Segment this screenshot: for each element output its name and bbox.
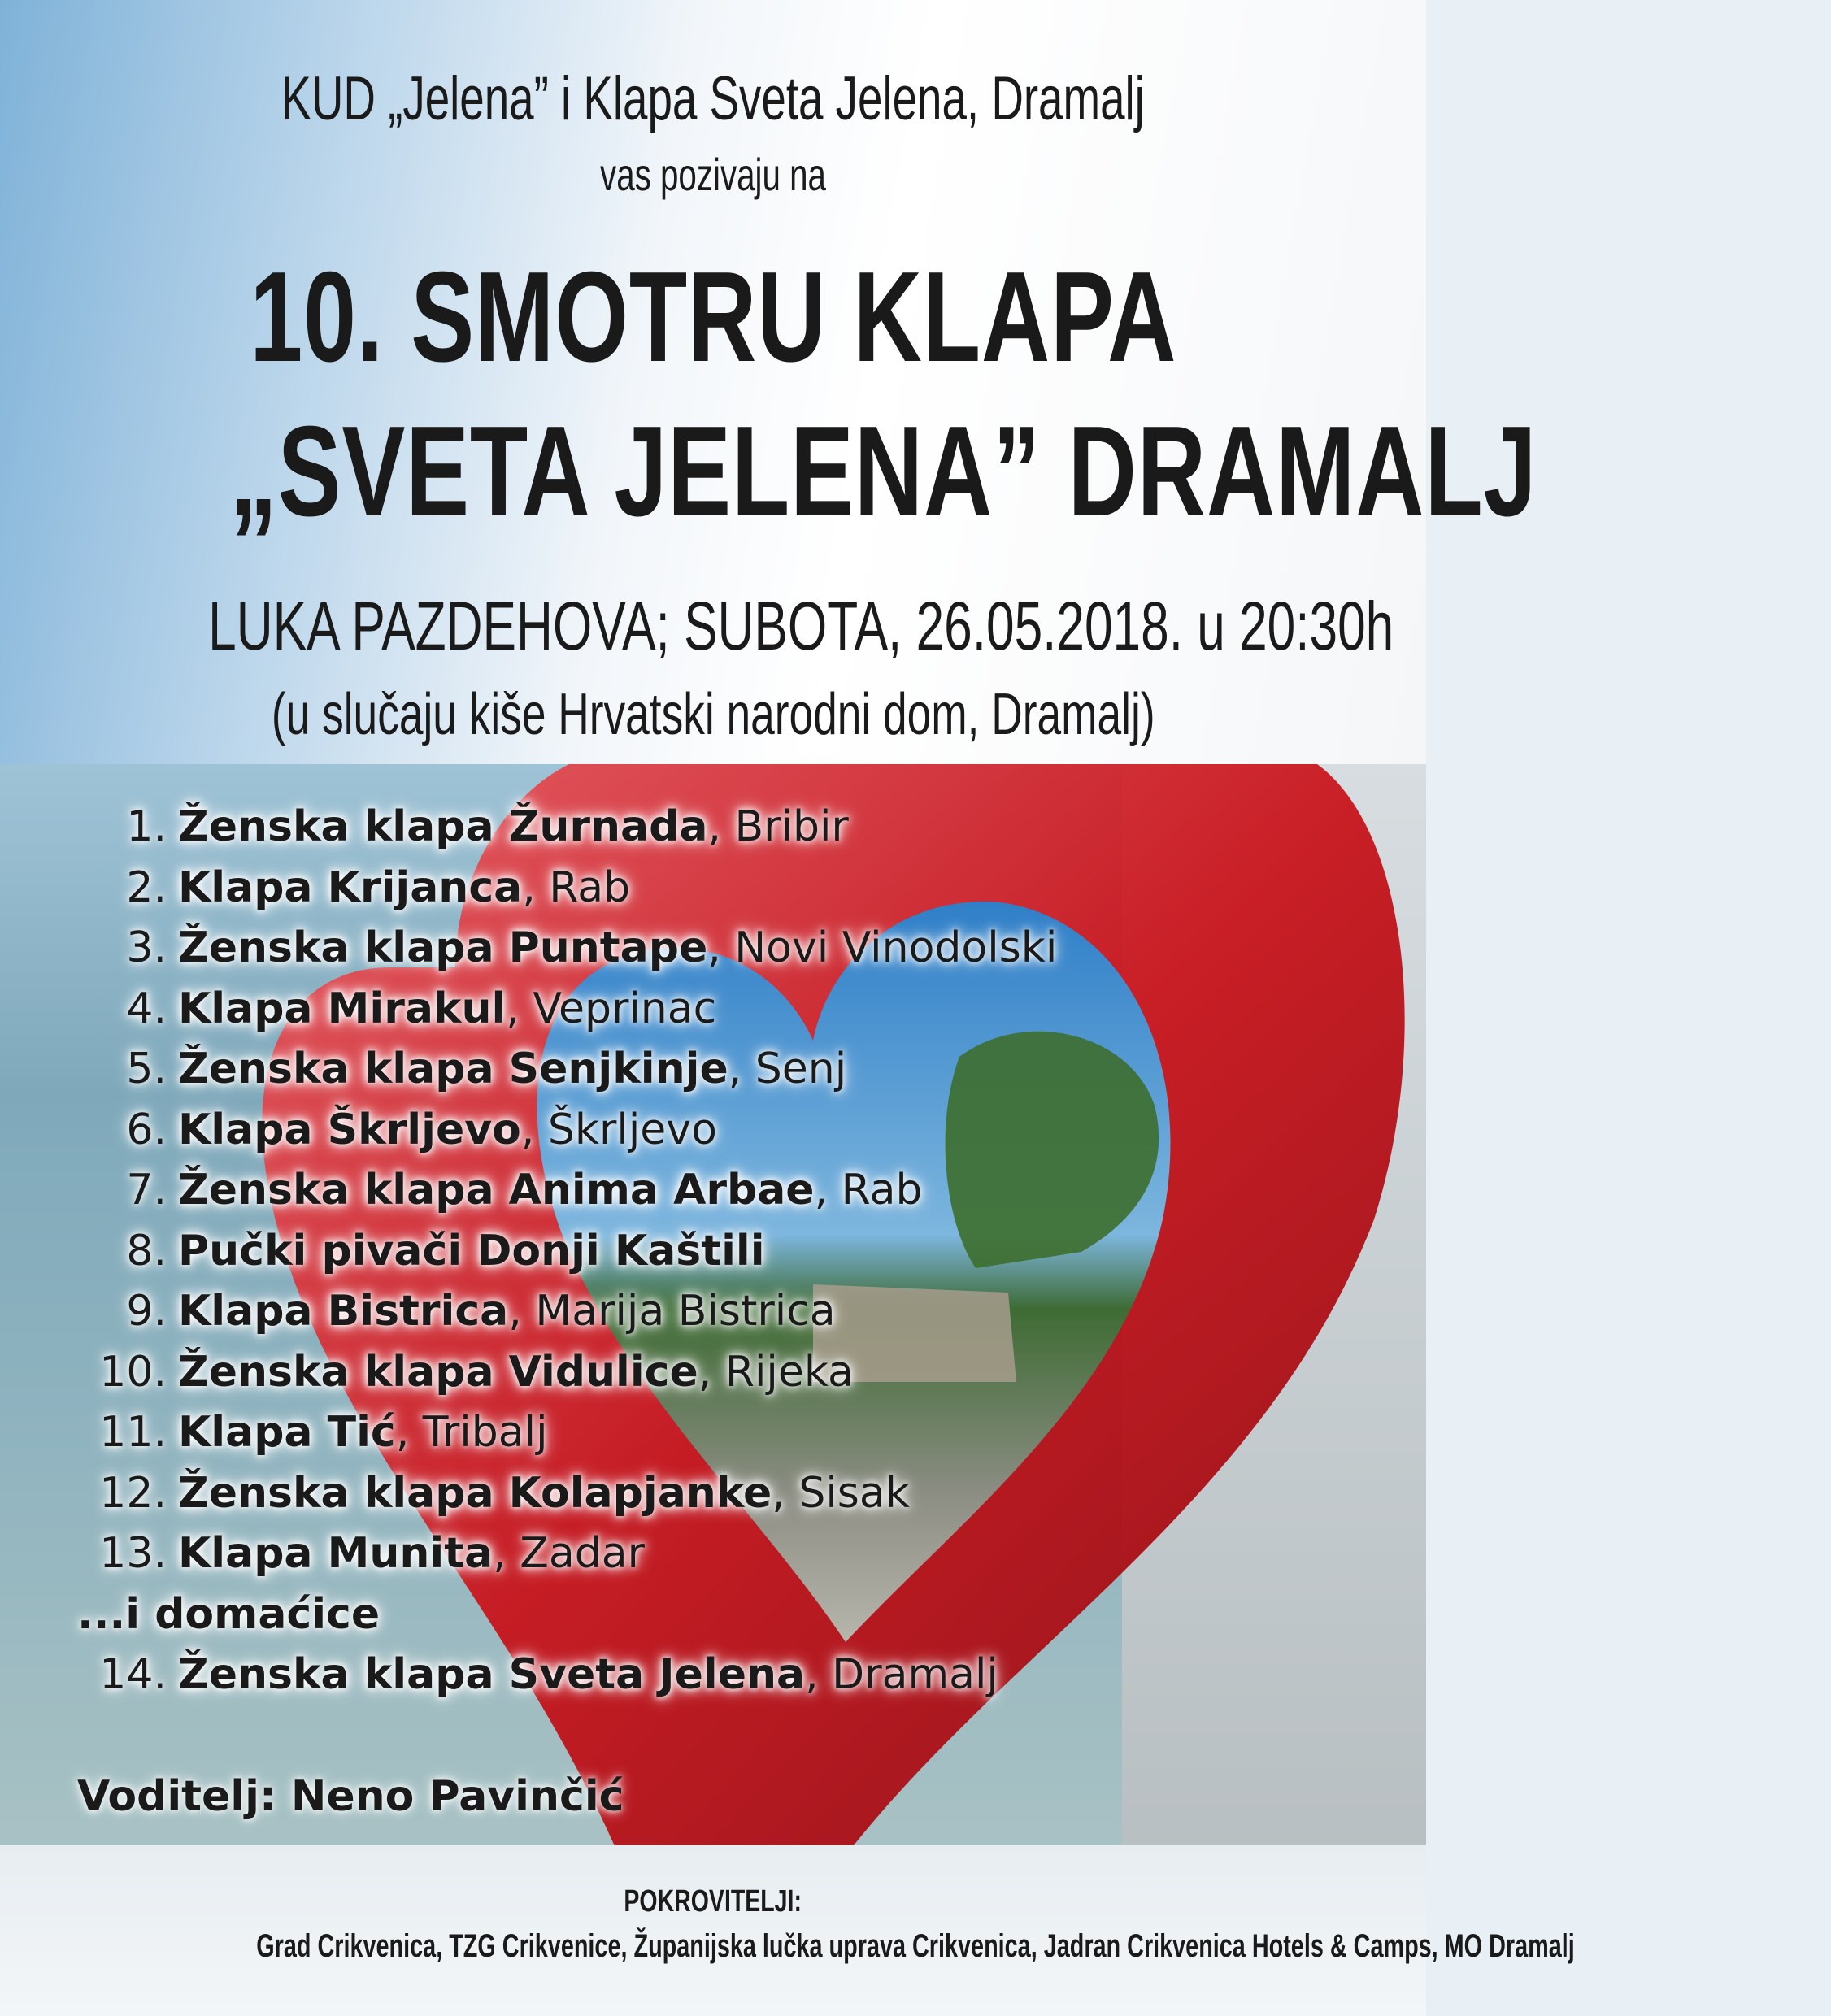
group-town: , Rab <box>522 862 631 912</box>
group-town: , Veprinac <box>506 984 717 1033</box>
group-town: , Škrljevo <box>520 1105 717 1154</box>
group-name: Klapa Bistrica <box>178 1287 509 1336</box>
group-name: Ženska klapa Vidulice <box>178 1347 698 1397</box>
group-town: , Tribalj <box>395 1408 548 1457</box>
list-item <box>77 1463 1118 1524</box>
group-name: Ženska klapa Sveta Jelena <box>178 1650 806 1699</box>
group-town: , Rab <box>814 1166 923 1214</box>
list-item-number: 9. <box>126 1287 167 1336</box>
event-title-line-1 <box>0 244 1426 391</box>
rain-venue-text: (u slučaju kiše Hrvatski narodni dom, Dramalj) <box>271 682 1155 747</box>
location-date-line <box>0 587 1426 666</box>
presenters-text: KUD „Jelena” i Klapa Sveta Jelena, Dramalj <box>281 64 1145 133</box>
group-name: Klapa Munita <box>178 1529 494 1578</box>
list-item-number: 3. <box>126 923 167 972</box>
event-title-text-2: „SVETA JELENA” DRAMALJ <box>229 400 1537 543</box>
list-item <box>77 918 1118 979</box>
group-town: , Marija Bistrica <box>508 1287 836 1336</box>
list-item-number: 4. <box>126 984 167 1033</box>
list-item <box>77 1039 1118 1100</box>
group-name: Ženska klapa Senjkinje <box>178 1045 728 1093</box>
group-town: , Novi Vinodolski <box>707 923 1058 972</box>
group-name: Klapa Krijanca <box>178 862 523 912</box>
group-town: , Rijeka <box>698 1347 854 1397</box>
list-item <box>77 1281 1118 1342</box>
list-item <box>77 1645 1118 1705</box>
group-town: , Bribir <box>707 802 849 851</box>
group-name: Ženska klapa Puntape <box>178 923 708 972</box>
group-name: Klapa Škrljevo <box>178 1105 521 1154</box>
presenters-line <box>0 63 1426 134</box>
sponsors-list-text: Grad Crikvenica, TZG Crikvenice, Županijska lučka uprava Crikvenica, Jadran Crikvenica Hotels & Camps, MO Dramalj <box>256 1928 1575 1964</box>
list-item-number: 1. <box>126 802 167 851</box>
hosts-note <box>77 1584 1118 1645</box>
list-item-number: 7. <box>126 1166 167 1214</box>
list-item-number: 6. <box>126 1105 167 1154</box>
group-town: , Dramalj <box>805 1650 998 1699</box>
group-name: Ženska klapa Kolapjanke <box>178 1468 772 1518</box>
list-item <box>77 1100 1118 1161</box>
performer-list <box>77 797 1118 1705</box>
group-town: , Zadar <box>493 1529 645 1578</box>
list-item-number: 8. <box>126 1226 167 1275</box>
list-item-number: 13. <box>99 1529 167 1578</box>
list-item <box>77 1221 1118 1282</box>
list-item-number: 5. <box>126 1045 167 1093</box>
moderator-line: Voditelj: Neno Pavinčić <box>77 1772 624 1821</box>
list-item-number: 11. <box>99 1408 167 1457</box>
invite-text: vas pozivaju na <box>600 149 826 200</box>
list-item <box>77 979 1118 1040</box>
event-title-text-1: 10. SMOTRU KLAPA <box>250 245 1176 389</box>
list-item <box>77 1402 1118 1463</box>
list-item-number: 2. <box>126 862 167 912</box>
list-item-number: 10. <box>99 1347 167 1397</box>
sponsors-heading-text: POKROVITELJI: <box>624 1884 802 1918</box>
list-item <box>77 1160 1118 1221</box>
sponsors-list <box>0 1928 1575 1965</box>
group-name: Pučki pivači Donji Kaštili <box>178 1226 765 1275</box>
list-item <box>77 1342 1118 1403</box>
sponsors-heading <box>0 1884 1426 1919</box>
list-item <box>77 1523 1118 1584</box>
list-item-number: 12. <box>99 1468 167 1518</box>
group-town: , Senj <box>728 1045 847 1093</box>
list-item <box>77 797 1118 858</box>
group-town: , Sisak <box>772 1468 910 1518</box>
list-item-number: 14. <box>99 1650 167 1699</box>
invite-line <box>0 148 1426 201</box>
location-date-text: LUKA PAZDEHOVA; SUBOTA, 26.05.2018. u 20:30h <box>208 588 1394 664</box>
group-name: Klapa Mirakul <box>178 984 507 1033</box>
list-item <box>77 858 1118 919</box>
group-name: Ženska klapa Anima Arbae <box>178 1166 815 1214</box>
event-title-line-2 <box>0 398 1537 545</box>
group-name: Klapa Tić <box>178 1408 396 1457</box>
hosts-note-text: ...i domaćice <box>77 1589 381 1639</box>
rain-venue-note <box>0 681 1426 748</box>
group-name: Ženska klapa Žurnada <box>178 802 708 851</box>
